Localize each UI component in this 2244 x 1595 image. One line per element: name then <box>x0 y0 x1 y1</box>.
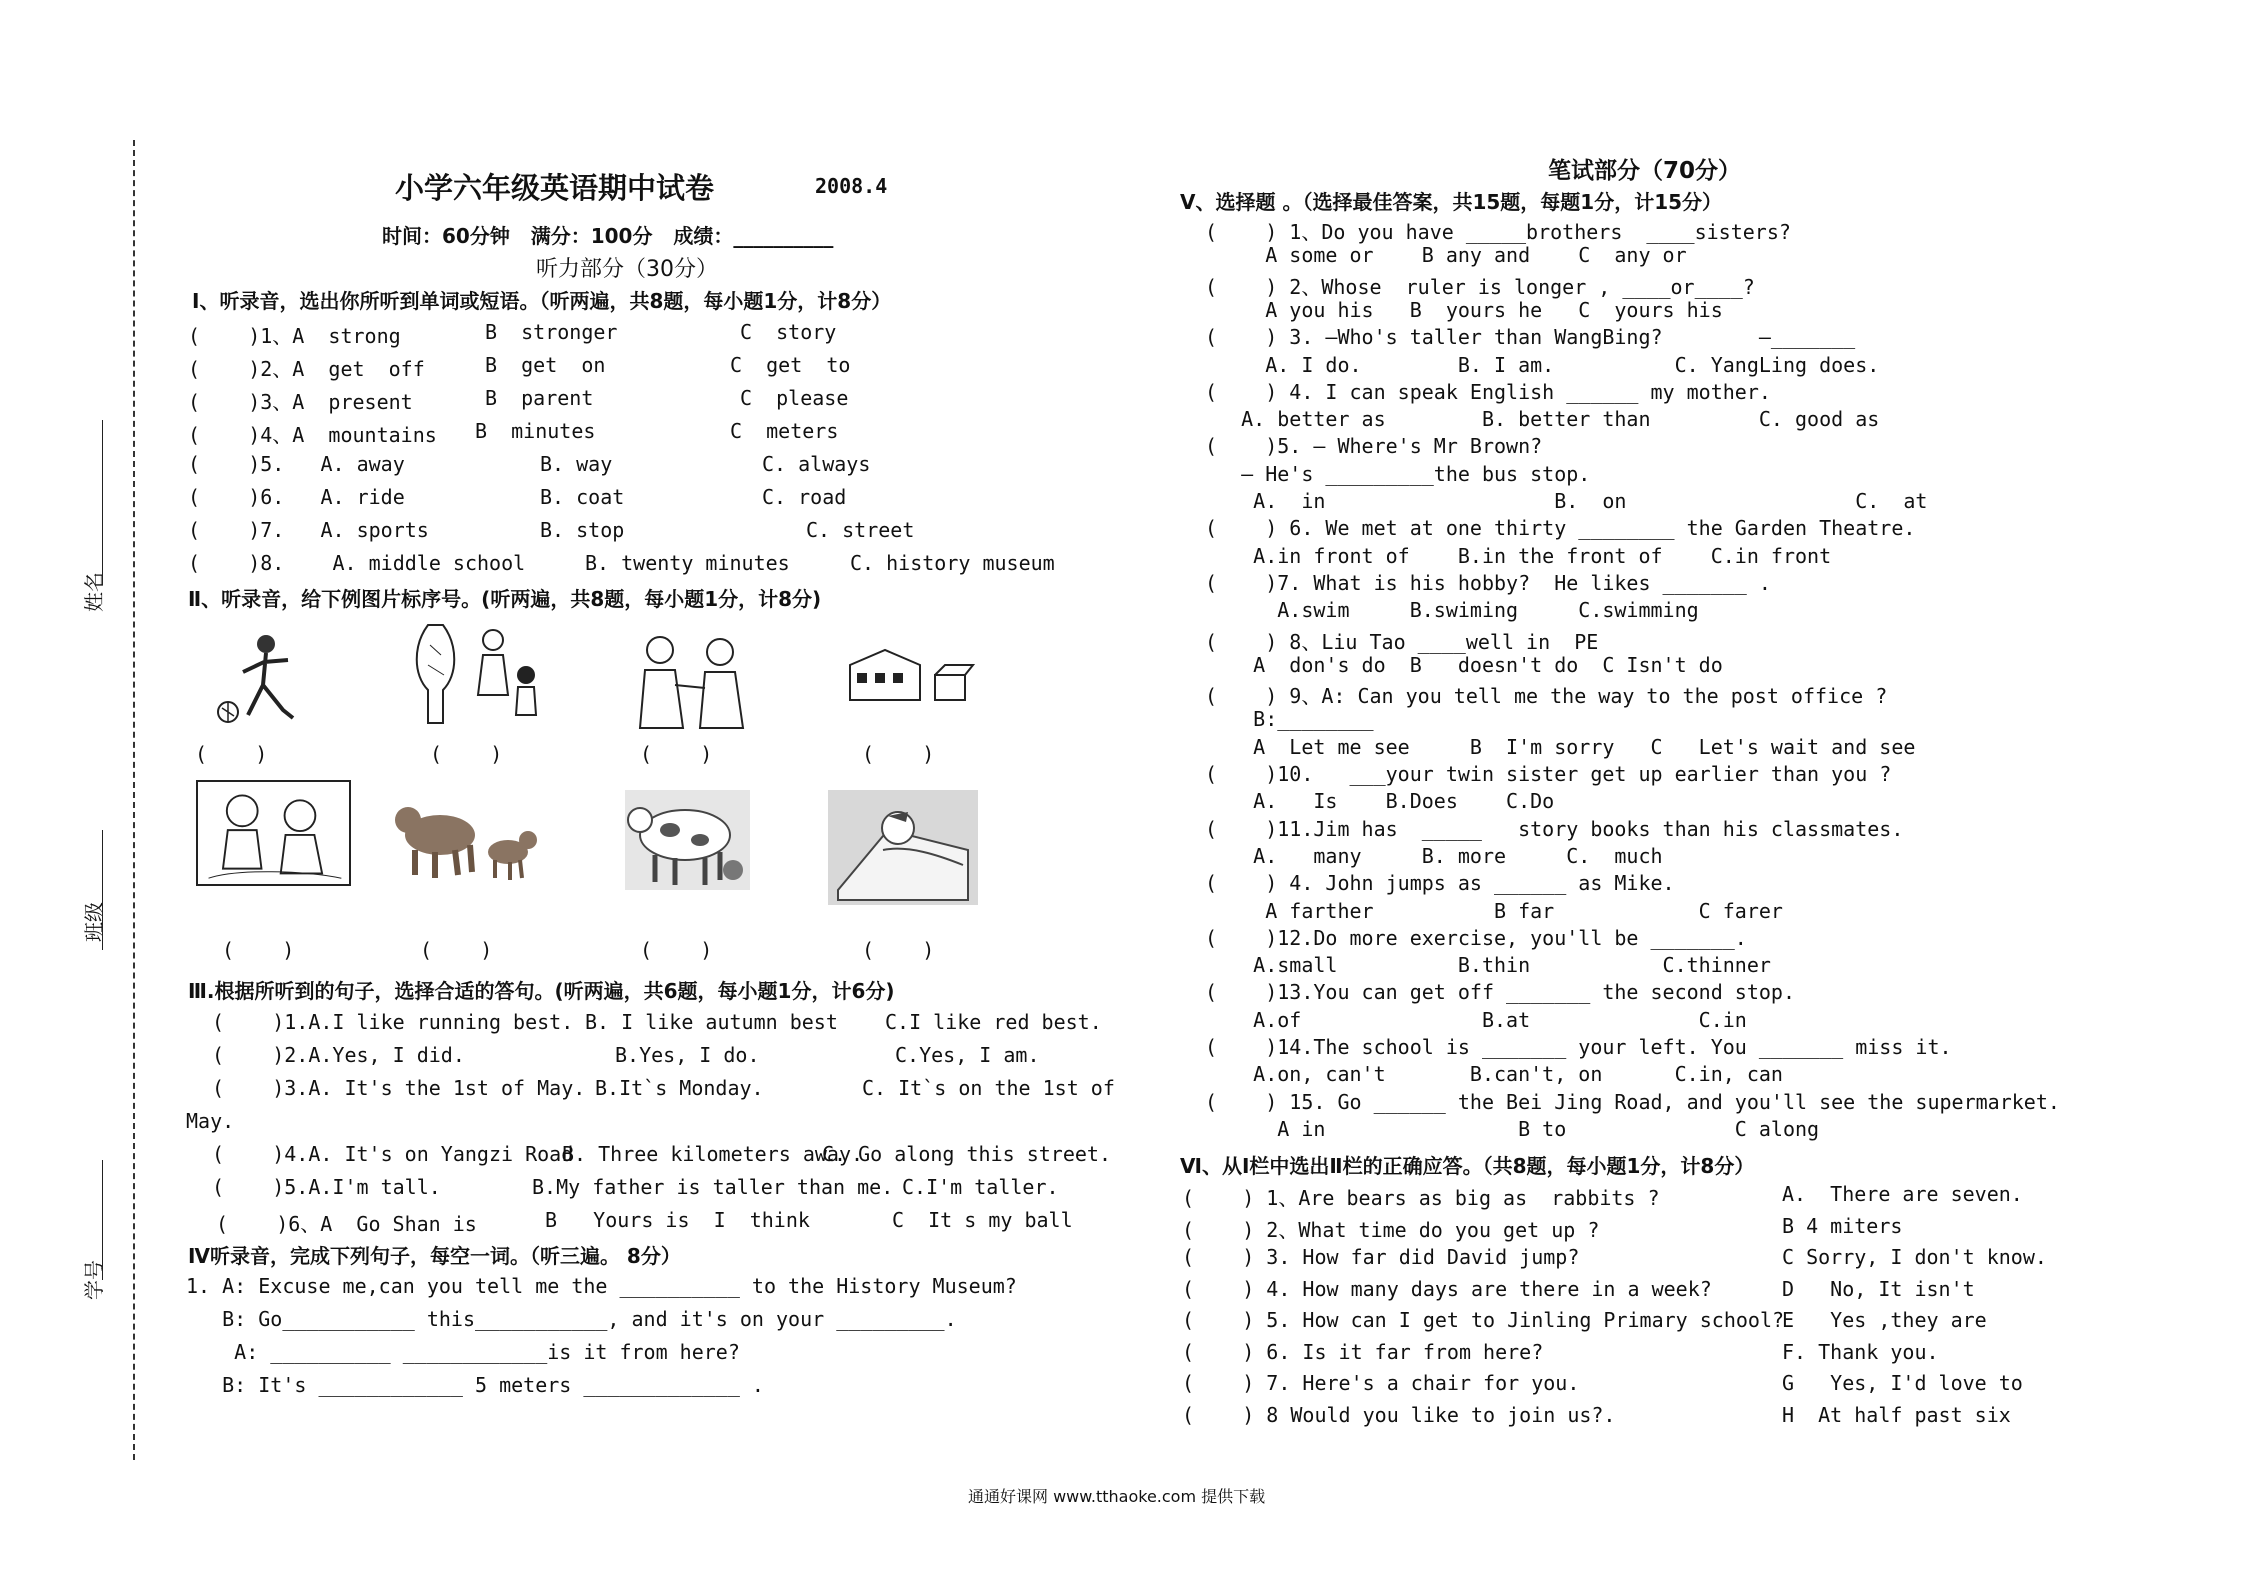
exam-date: 2008.4 <box>815 174 888 198</box>
s6-answer: C Sorry, I don't know. <box>1782 1245 2047 1269</box>
picture-building <box>845 645 975 705</box>
s1-q1: ( )1、A strong <box>188 324 401 348</box>
pic-blank-1[interactable]: ( ) <box>195 742 268 766</box>
s1-q2: ( )2、A get off <box>188 357 425 381</box>
s1-q8-b: B. twenty minutes <box>585 551 790 575</box>
s5-line: A.swim B.swiming C.swimming <box>1205 598 1699 623</box>
s4-line-4: B: It's ____________ 5 meters _____________ . <box>186 1373 764 1397</box>
name-label: 姓名 <box>82 572 106 612</box>
s1-q5: ( )5. A. away <box>188 452 405 476</box>
pic-blank-3[interactable]: ( ) <box>640 742 713 766</box>
s5-line: A. in B. on C. at <box>1205 489 1928 513</box>
s6-answer: E Yes ,they are <box>1782 1308 1987 1332</box>
s1-q4-c: C meters <box>730 419 839 443</box>
s1-q4: ( )4、A mountains <box>188 423 437 447</box>
s6-answer: G Yes, I'd love to <box>1782 1371 2023 1395</box>
s1-q8-c: C. history museum <box>850 551 1055 575</box>
s3-q3-cont: May. <box>186 1109 235 1133</box>
s5-line: A some or B any and C any or <box>1205 243 1687 268</box>
s4-line-3: A: __________ ____________is it from here? <box>186 1340 740 1364</box>
s3-q1-b: B. I like autumn best <box>585 1010 838 1034</box>
s5-line: ( )12.Do more exercise, you'll be _______. <box>1205 925 1747 950</box>
s3-q4-a: ( )4.A. It's on Yangzi Road <box>212 1142 574 1166</box>
picture-two-women <box>625 630 755 730</box>
binding-line <box>133 140 135 1460</box>
picture-sick-boy-in-bed <box>828 790 978 905</box>
s5-line: B:________ <box>1205 707 1374 732</box>
listening-part-title: 听力部分（30分） <box>536 257 718 282</box>
pic-blank-6[interactable]: ( ) <box>420 938 493 962</box>
s5-line: A.on, can't B.can't, on C.in, can <box>1205 1062 1783 1087</box>
s1-q6-c: C. road <box>762 485 847 509</box>
s3-q1-a: ( )1.A.I like running best. <box>212 1010 574 1034</box>
s5-line: ( ) 4. I can speak English ______ my mother. <box>1205 379 1771 404</box>
pic-blank-4[interactable]: ( ) <box>862 742 935 766</box>
s6-question: ( ) 1、Are bears as big as rabbits ? <box>1182 1186 1660 1210</box>
picture-tree-children <box>408 615 548 725</box>
exam-meta: 时间：60分钟 满分：100分 成绩：__________ <box>382 224 834 248</box>
s3-q5-a: ( )5.A.I'm tall. <box>212 1175 441 1199</box>
s6-question: ( ) 5. How can I get to Jinling Primary school? <box>1182 1308 1785 1332</box>
s6-question: ( ) 4. How many days are there in a week? <box>1182 1276 1712 1301</box>
s5-line: ( )14.The school is _______ your left. You _______ miss it. <box>1205 1035 1952 1059</box>
s1-q7-b: B. stop <box>540 518 625 542</box>
s5-line: A. I do. B. I am. C. YangLing does. <box>1205 352 1880 377</box>
s6-answer: A. There are seven. <box>1782 1182 2023 1206</box>
s4-line-1: 1. A: Excuse me,can you tell me the __________ to the History Museum? <box>186 1274 1017 1298</box>
s3-q5-c: C.I'm taller. <box>902 1175 1059 1199</box>
footer-source: 通通好课网 www.tthaoke.com 提供下载 <box>968 1487 1266 1506</box>
s6-answer: B 4 miters <box>1782 1213 1903 1238</box>
s5-line: A don's do B doesn't do C Isn't do <box>1205 652 1723 677</box>
s1-q6: ( )6. A. ride <box>188 485 405 509</box>
s1-q1-c: C story <box>740 320 837 344</box>
s5-line: ( )11.Jim has _____ story books than his classmates. <box>1205 816 1904 841</box>
s5-line: A farther B far C farer <box>1205 898 1783 923</box>
number-blank <box>102 1160 103 1280</box>
s5-line: A in B to C along <box>1205 1116 1820 1141</box>
s5-line: ( ) 15. Go ______ the Bei Jing Road, and you'll see the supermarket. <box>1205 1089 2060 1114</box>
class-blank <box>102 830 103 950</box>
s6-question: ( ) 3. How far did David jump? <box>1182 1245 1580 1269</box>
pic-blank-2[interactable]: ( ) <box>430 742 503 766</box>
s3-q1-c: C.I like red best. <box>885 1010 1102 1034</box>
s6-answer: F. Thank you. <box>1782 1339 1939 1364</box>
s1-q8: ( )8. A. middle school <box>188 551 526 575</box>
s3-q4-c: C. Go along this street. <box>822 1142 1111 1166</box>
s5-line: ( ) 2、Whose ruler is longer , ____or____? <box>1205 274 1755 299</box>
picture-cow <box>625 790 750 890</box>
section-5-heading: Ⅴ、选择题 。（选择最佳答案，共15题，每题1分，计15分） <box>1180 190 1723 214</box>
s1-q1-b: B stronger <box>485 320 618 344</box>
s5-line: A.small B.thin C.thinner <box>1205 953 1771 978</box>
s6-question: ( ) 6. Is it far from here? <box>1182 1339 1544 1364</box>
section-3-heading: Ⅲ.根据所听到的句子，选择合适的答句。(听两遍，共6题，每小题1分，计6分) <box>188 979 895 1003</box>
section-4-heading: Ⅳ听录音，完成下列句子，每空一词。（听三遍。 8分） <box>188 1244 681 1268</box>
picture-two-girls-running <box>196 780 351 886</box>
s4-line-2: B: Go___________ this___________, and it's on your _________. <box>186 1307 957 1331</box>
s5-line: ( )7. What is his hobby? He likes _______ . <box>1205 570 1771 595</box>
pic-blank-8[interactable]: ( ) <box>862 938 935 962</box>
s5-line: A. better as B. better than C. good as <box>1205 407 1880 432</box>
s3-q4-b: B. Three kilometers away. <box>562 1142 864 1166</box>
s3-q3-a: ( )3.A. It's the 1st of May. <box>212 1076 586 1100</box>
s5-line: — He's _________the bus stop. <box>1205 461 1591 486</box>
s5-line: ( )10. ___your twin sister get up earlier than you ? <box>1205 762 1892 786</box>
s3-q6-c: C It s my ball <box>892 1208 1073 1232</box>
name-blank <box>102 420 103 585</box>
class-label: 班级 <box>82 902 106 942</box>
writing-part-title: 笔试部分（70分） <box>1548 158 1742 184</box>
s1-q6-b: B. coat <box>540 485 625 509</box>
s5-line: ( ) 6. We met at one thirty ________ the Garden Theatre. <box>1205 516 1916 541</box>
s1-q2-c: C get to <box>730 353 851 377</box>
s1-q3: ( )3、A present <box>188 390 413 414</box>
s5-line: ( )13.You can get off _______ the second stop. <box>1205 980 1796 1005</box>
s6-question: ( ) 2、What time do you get up ? <box>1182 1217 1600 1242</box>
s1-q5-b: B. way <box>540 452 613 476</box>
s3-q2-a: ( )2.A.Yes, I did. <box>212 1043 465 1067</box>
s1-q4-b: B minutes <box>475 419 596 443</box>
s5-line: ( )5. — Where's Mr Brown? <box>1205 434 1543 459</box>
s6-question: ( ) 7. Here's a chair for you. <box>1182 1371 1580 1395</box>
s5-line: ( ) 8、Liu Tao ____well in PE <box>1205 629 1599 654</box>
s6-question: ( ) 8 Would you like to join us?. <box>1182 1402 1616 1427</box>
s5-line: A.in front of B.in the front of C.in front <box>1205 543 1832 568</box>
section-6-heading: Ⅵ、从Ⅰ栏中选出Ⅱ栏的正确应答。（共8题，每小题1分，计8分） <box>1180 1154 1755 1178</box>
s5-line: ( ) 3. —Who's taller than WangBing? —_______ <box>1205 325 1856 350</box>
s3-q5-b: B.My father is taller than me. <box>532 1175 894 1199</box>
s1-q2-b: B get on <box>485 353 606 377</box>
s3-q2-b: B.Yes, I do. <box>615 1043 760 1067</box>
s3-q6-b: B Yours is I think <box>545 1208 810 1232</box>
section-1-heading: Ⅰ、听录音，选出你所听到单词或短语。（听两遍，共8题，每小题1分，计8分） <box>192 289 892 313</box>
s3-q2-c: C.Yes, I am. <box>895 1043 1040 1067</box>
s5-line: A Let me see B I'm sorry C Let's wait and see <box>1205 734 1916 759</box>
s1-q7: ( )7. A. sports <box>188 518 429 542</box>
s1-q7-c: C. street <box>806 518 915 542</box>
s5-line: A. Is B.Does C.Do <box>1205 789 1555 814</box>
picture-two-dogs <box>390 790 540 885</box>
s5-line: ( ) 1、Do you have _____brothers ____sisters? <box>1205 220 1791 244</box>
page-title: 小学六年级英语期中试卷 <box>395 171 715 205</box>
s3-q3-c: C. It`s on the 1st of <box>862 1076 1115 1100</box>
number-label: 学号 <box>82 1260 106 1300</box>
s1-q3-c: C please <box>740 386 849 410</box>
s5-line: ( ) 4. John jumps as ______ as Mike. <box>1205 871 1675 896</box>
s1-q3-b: B parent <box>485 386 594 410</box>
s5-line: A you his B yours he C yours his <box>1205 297 1723 322</box>
s5-line: A.of B.at C.in <box>1205 1007 1747 1032</box>
s3-q3-b: B.It`s Monday. <box>595 1076 764 1100</box>
s6-answer: D No, It isn't <box>1782 1276 1975 1301</box>
section-2-heading: Ⅱ、听录音，给下例图片标序号。(听两遍，共8题，每小题1分，计8分) <box>188 587 822 611</box>
picture-boy-football <box>208 630 323 730</box>
pic-blank-7[interactable]: ( ) <box>640 938 713 962</box>
s1-q5-c: C. always <box>762 452 871 476</box>
s3-q6-a: ( )6、A Go Shan is <box>216 1212 477 1236</box>
s6-answer: H At half past six <box>1782 1402 2011 1427</box>
s5-line: ( ) 9、A: Can you tell me the way to the post office ? <box>1205 684 1888 709</box>
s5-line: A. many B. more C. much <box>1205 843 1663 868</box>
pic-blank-5[interactable]: ( ) <box>222 938 295 962</box>
